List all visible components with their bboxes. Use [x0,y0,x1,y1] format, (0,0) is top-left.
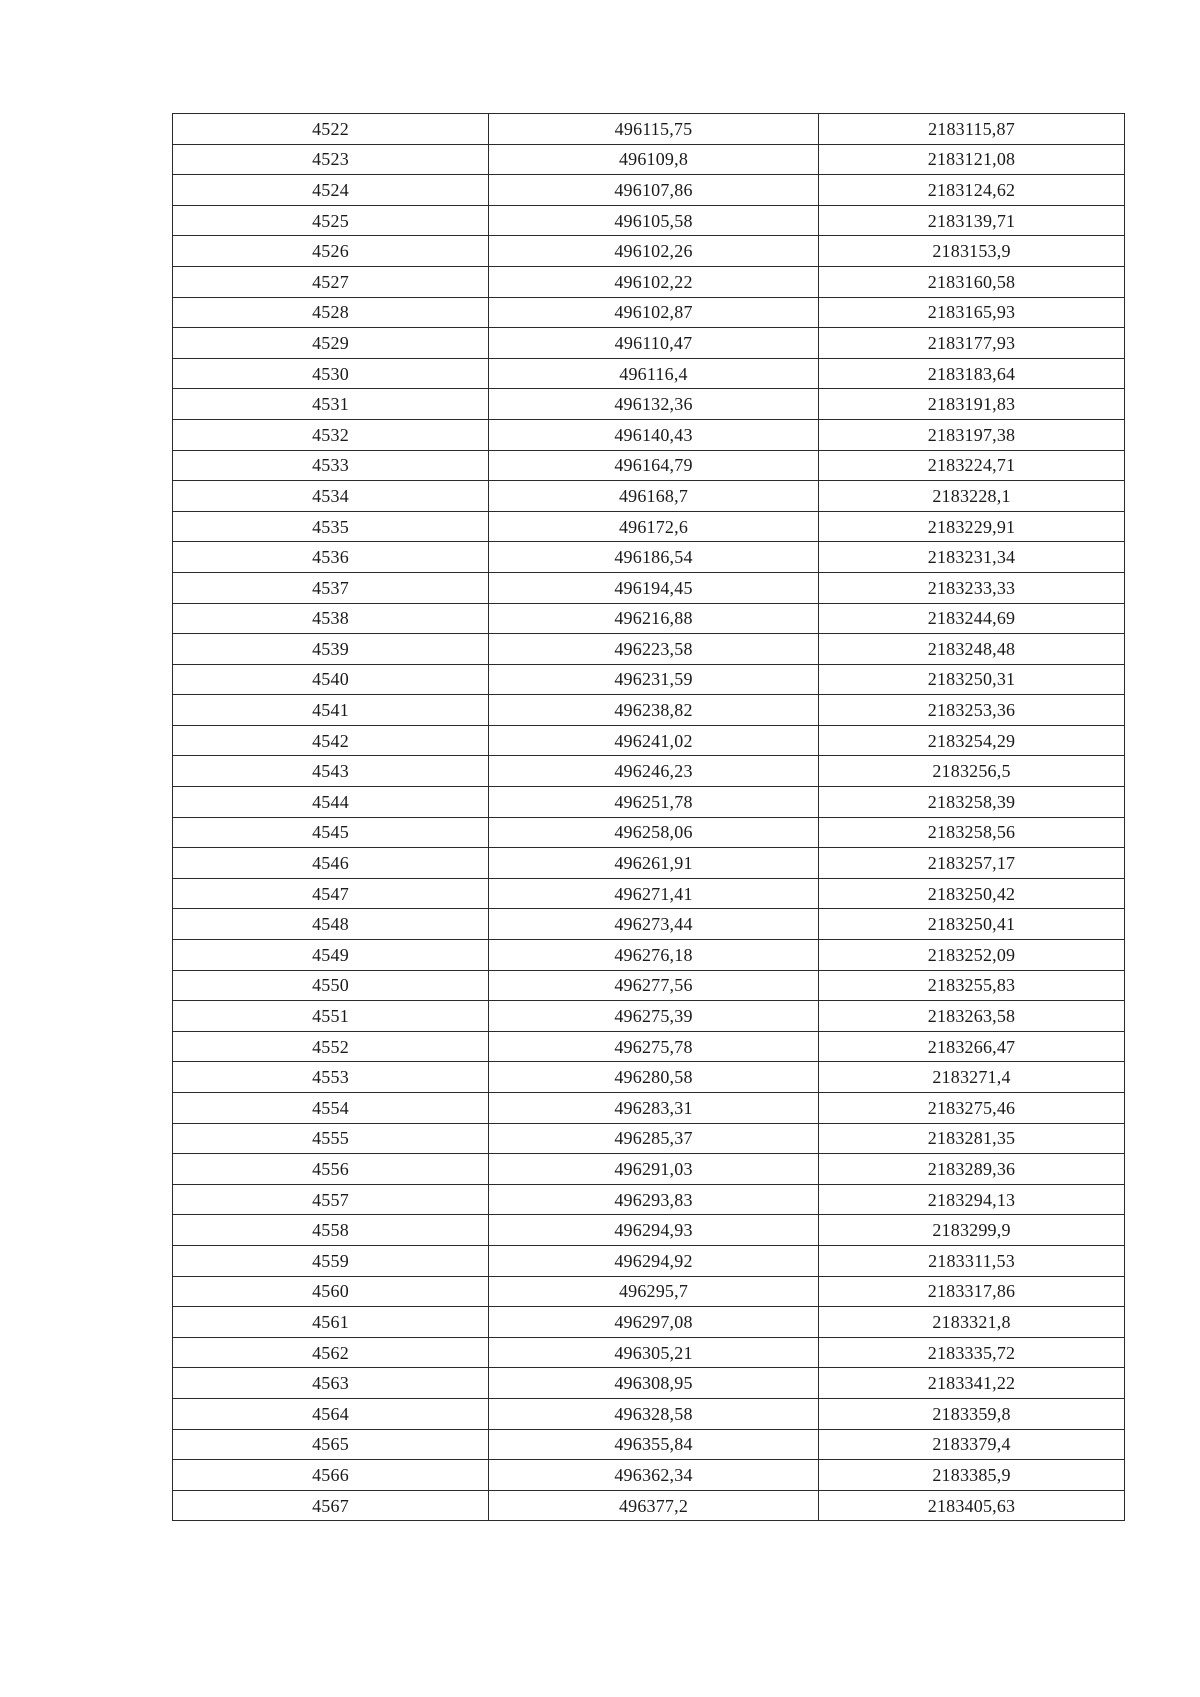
table-row [173,848,1125,879]
x-coordinate-cell: 496294,92 [489,1245,819,1276]
table-row [173,542,1125,573]
x-coordinate-cell: 496140,43 [489,419,819,450]
y-coordinate-cell: 2183263,58 [819,1001,1125,1032]
table-row [173,1001,1125,1032]
y-coordinate-cell: 2183250,41 [819,909,1125,940]
y-coordinate-cell: 2183244,69 [819,603,1125,634]
x-coordinate-cell: 496231,59 [489,664,819,695]
x-coordinate-cell: 496115,75 [489,114,819,145]
x-coordinate-cell: 496362,34 [489,1460,819,1491]
y-coordinate-cell: 2183115,87 [819,114,1125,145]
table-row [173,1154,1125,1185]
table-row [173,328,1125,359]
y-coordinate-cell: 2183139,71 [819,205,1125,236]
table-row [173,144,1125,175]
y-coordinate-cell: 2183299,9 [819,1215,1125,1246]
y-coordinate-cell: 2183405,63 [819,1490,1125,1521]
y-coordinate-cell: 2183271,4 [819,1062,1125,1093]
y-coordinate-cell: 2183191,83 [819,389,1125,420]
point-number-cell: 4557 [173,1184,489,1215]
point-number-cell: 4528 [173,297,489,328]
table-row [173,114,1125,145]
point-number-cell: 4560 [173,1276,489,1307]
point-number-cell: 4559 [173,1245,489,1276]
x-coordinate-cell: 496107,86 [489,175,819,206]
point-number-cell: 4547 [173,878,489,909]
y-coordinate-cell: 2183250,42 [819,878,1125,909]
table-row [173,756,1125,787]
y-coordinate-cell: 2183229,91 [819,511,1125,542]
y-coordinate-cell: 2183258,39 [819,787,1125,818]
y-coordinate-cell: 2183379,4 [819,1429,1125,1460]
y-coordinate-cell: 2183248,48 [819,634,1125,665]
y-coordinate-cell: 2183121,08 [819,144,1125,175]
table-row [173,389,1125,420]
table-row [173,297,1125,328]
point-number-cell: 4567 [173,1490,489,1521]
x-coordinate-cell: 496285,37 [489,1123,819,1154]
x-coordinate-cell: 496291,03 [489,1154,819,1185]
coordinates-table [172,113,1125,1521]
y-coordinate-cell: 2183165,93 [819,297,1125,328]
point-number-cell: 4556 [173,1154,489,1185]
y-coordinate-cell: 2183255,83 [819,970,1125,1001]
table-row [173,970,1125,1001]
x-coordinate-cell: 496355,84 [489,1429,819,1460]
point-number-cell: 4563 [173,1368,489,1399]
y-coordinate-cell: 2183250,31 [819,664,1125,695]
table-row [173,1184,1125,1215]
x-coordinate-cell: 496273,44 [489,909,819,940]
x-coordinate-cell: 496102,87 [489,297,819,328]
table-row [173,1215,1125,1246]
x-coordinate-cell: 496328,58 [489,1398,819,1429]
x-coordinate-cell: 496377,2 [489,1490,819,1521]
y-coordinate-cell: 2183311,53 [819,1245,1125,1276]
y-coordinate-cell: 2183257,17 [819,848,1125,879]
table-row [173,1245,1125,1276]
table-row [173,725,1125,756]
point-number-cell: 4525 [173,205,489,236]
table-row [173,1307,1125,1338]
x-coordinate-cell: 496116,4 [489,358,819,389]
table-row [173,1490,1125,1521]
y-coordinate-cell: 2183385,9 [819,1460,1125,1491]
table-row [173,787,1125,818]
x-coordinate-cell: 496308,95 [489,1368,819,1399]
x-coordinate-cell: 496280,58 [489,1062,819,1093]
y-coordinate-cell: 2183294,13 [819,1184,1125,1215]
y-coordinate-cell: 2183197,38 [819,419,1125,450]
x-coordinate-cell: 496110,47 [489,328,819,359]
point-number-cell: 4558 [173,1215,489,1246]
table-row [173,1123,1125,1154]
y-coordinate-cell: 2183275,46 [819,1093,1125,1124]
point-number-cell: 4539 [173,634,489,665]
table-row [173,358,1125,389]
point-number-cell: 4522 [173,114,489,145]
x-coordinate-cell: 496275,78 [489,1031,819,1062]
point-number-cell: 4555 [173,1123,489,1154]
point-number-cell: 4534 [173,481,489,512]
point-number-cell: 4542 [173,725,489,756]
y-coordinate-cell: 2183183,64 [819,358,1125,389]
point-number-cell: 4554 [173,1093,489,1124]
point-number-cell: 4524 [173,175,489,206]
table-row [173,1031,1125,1062]
point-number-cell: 4533 [173,450,489,481]
y-coordinate-cell: 2183258,56 [819,817,1125,848]
y-coordinate-cell: 2183224,71 [819,450,1125,481]
point-number-cell: 4551 [173,1001,489,1032]
y-coordinate-cell: 2183228,1 [819,481,1125,512]
x-coordinate-cell: 496277,56 [489,970,819,1001]
point-number-cell: 4523 [173,144,489,175]
x-coordinate-cell: 496109,8 [489,144,819,175]
point-number-cell: 4561 [173,1307,489,1338]
point-number-cell: 4566 [173,1460,489,1491]
coordinates-table-body [173,114,1125,1521]
y-coordinate-cell: 2183253,36 [819,695,1125,726]
x-coordinate-cell: 496251,78 [489,787,819,818]
point-number-cell: 4549 [173,940,489,971]
table-row [173,205,1125,236]
table-row [173,419,1125,450]
x-coordinate-cell: 496238,82 [489,695,819,726]
x-coordinate-cell: 496261,91 [489,848,819,879]
table-row [173,175,1125,206]
x-coordinate-cell: 496241,02 [489,725,819,756]
x-coordinate-cell: 496105,58 [489,205,819,236]
table-row [173,511,1125,542]
y-coordinate-cell: 2183153,9 [819,236,1125,267]
x-coordinate-cell: 496102,26 [489,236,819,267]
x-coordinate-cell: 496295,7 [489,1276,819,1307]
table-row [173,236,1125,267]
point-number-cell: 4562 [173,1337,489,1368]
y-coordinate-cell: 2183289,36 [819,1154,1125,1185]
table-row [173,940,1125,971]
point-number-cell: 4548 [173,909,489,940]
table-row [173,1398,1125,1429]
table-row [173,695,1125,726]
table-row [173,664,1125,695]
x-coordinate-cell: 496168,7 [489,481,819,512]
x-coordinate-cell: 496102,22 [489,266,819,297]
table-row [173,909,1125,940]
y-coordinate-cell: 2183335,72 [819,1337,1125,1368]
x-coordinate-cell: 496186,54 [489,542,819,573]
y-coordinate-cell: 2183160,58 [819,266,1125,297]
point-number-cell: 4541 [173,695,489,726]
point-number-cell: 4532 [173,419,489,450]
y-coordinate-cell: 2183321,8 [819,1307,1125,1338]
x-coordinate-cell: 496194,45 [489,572,819,603]
table-row [173,450,1125,481]
table-row [173,1368,1125,1399]
x-coordinate-cell: 496164,79 [489,450,819,481]
point-number-cell: 4544 [173,787,489,818]
point-number-cell: 4552 [173,1031,489,1062]
x-coordinate-cell: 496246,23 [489,756,819,787]
y-coordinate-cell: 2183256,5 [819,756,1125,787]
x-coordinate-cell: 496297,08 [489,1307,819,1338]
point-number-cell: 4535 [173,511,489,542]
y-coordinate-cell: 2183254,29 [819,725,1125,756]
point-number-cell: 4540 [173,664,489,695]
point-number-cell: 4526 [173,236,489,267]
point-number-cell: 4546 [173,848,489,879]
table-row [173,634,1125,665]
y-coordinate-cell: 2183341,22 [819,1368,1125,1399]
point-number-cell: 4545 [173,817,489,848]
point-number-cell: 4537 [173,572,489,603]
point-number-cell: 4565 [173,1429,489,1460]
y-coordinate-cell: 2183281,35 [819,1123,1125,1154]
x-coordinate-cell: 496258,06 [489,817,819,848]
x-coordinate-cell: 496216,88 [489,603,819,634]
point-number-cell: 4527 [173,266,489,297]
y-coordinate-cell: 2183252,09 [819,940,1125,971]
x-coordinate-cell: 496172,6 [489,511,819,542]
table-row [173,878,1125,909]
point-number-cell: 4564 [173,1398,489,1429]
point-number-cell: 4550 [173,970,489,1001]
point-number-cell: 4536 [173,542,489,573]
point-number-cell: 4543 [173,756,489,787]
x-coordinate-cell: 496271,41 [489,878,819,909]
point-number-cell: 4531 [173,389,489,420]
table-row [173,1429,1125,1460]
table-row [173,481,1125,512]
x-coordinate-cell: 496283,31 [489,1093,819,1124]
table-row [173,817,1125,848]
point-number-cell: 4529 [173,328,489,359]
table-row [173,572,1125,603]
point-number-cell: 4538 [173,603,489,634]
table-row [173,1093,1125,1124]
y-coordinate-cell: 2183359,8 [819,1398,1125,1429]
y-coordinate-cell: 2183233,33 [819,572,1125,603]
y-coordinate-cell: 2183177,93 [819,328,1125,359]
table-row [173,266,1125,297]
x-coordinate-cell: 496276,18 [489,940,819,971]
y-coordinate-cell: 2183124,62 [819,175,1125,206]
point-number-cell: 4553 [173,1062,489,1093]
x-coordinate-cell: 496293,83 [489,1184,819,1215]
point-number-cell: 4530 [173,358,489,389]
table-row [173,1062,1125,1093]
y-coordinate-cell: 2183317,86 [819,1276,1125,1307]
x-coordinate-cell: 496132,36 [489,389,819,420]
table-row [173,1460,1125,1491]
table-row [173,603,1125,634]
x-coordinate-cell: 496305,21 [489,1337,819,1368]
y-coordinate-cell: 2183231,34 [819,542,1125,573]
x-coordinate-cell: 496275,39 [489,1001,819,1032]
y-coordinate-cell: 2183266,47 [819,1031,1125,1062]
table-row [173,1276,1125,1307]
table-row [173,1337,1125,1368]
x-coordinate-cell: 496294,93 [489,1215,819,1246]
x-coordinate-cell: 496223,58 [489,634,819,665]
